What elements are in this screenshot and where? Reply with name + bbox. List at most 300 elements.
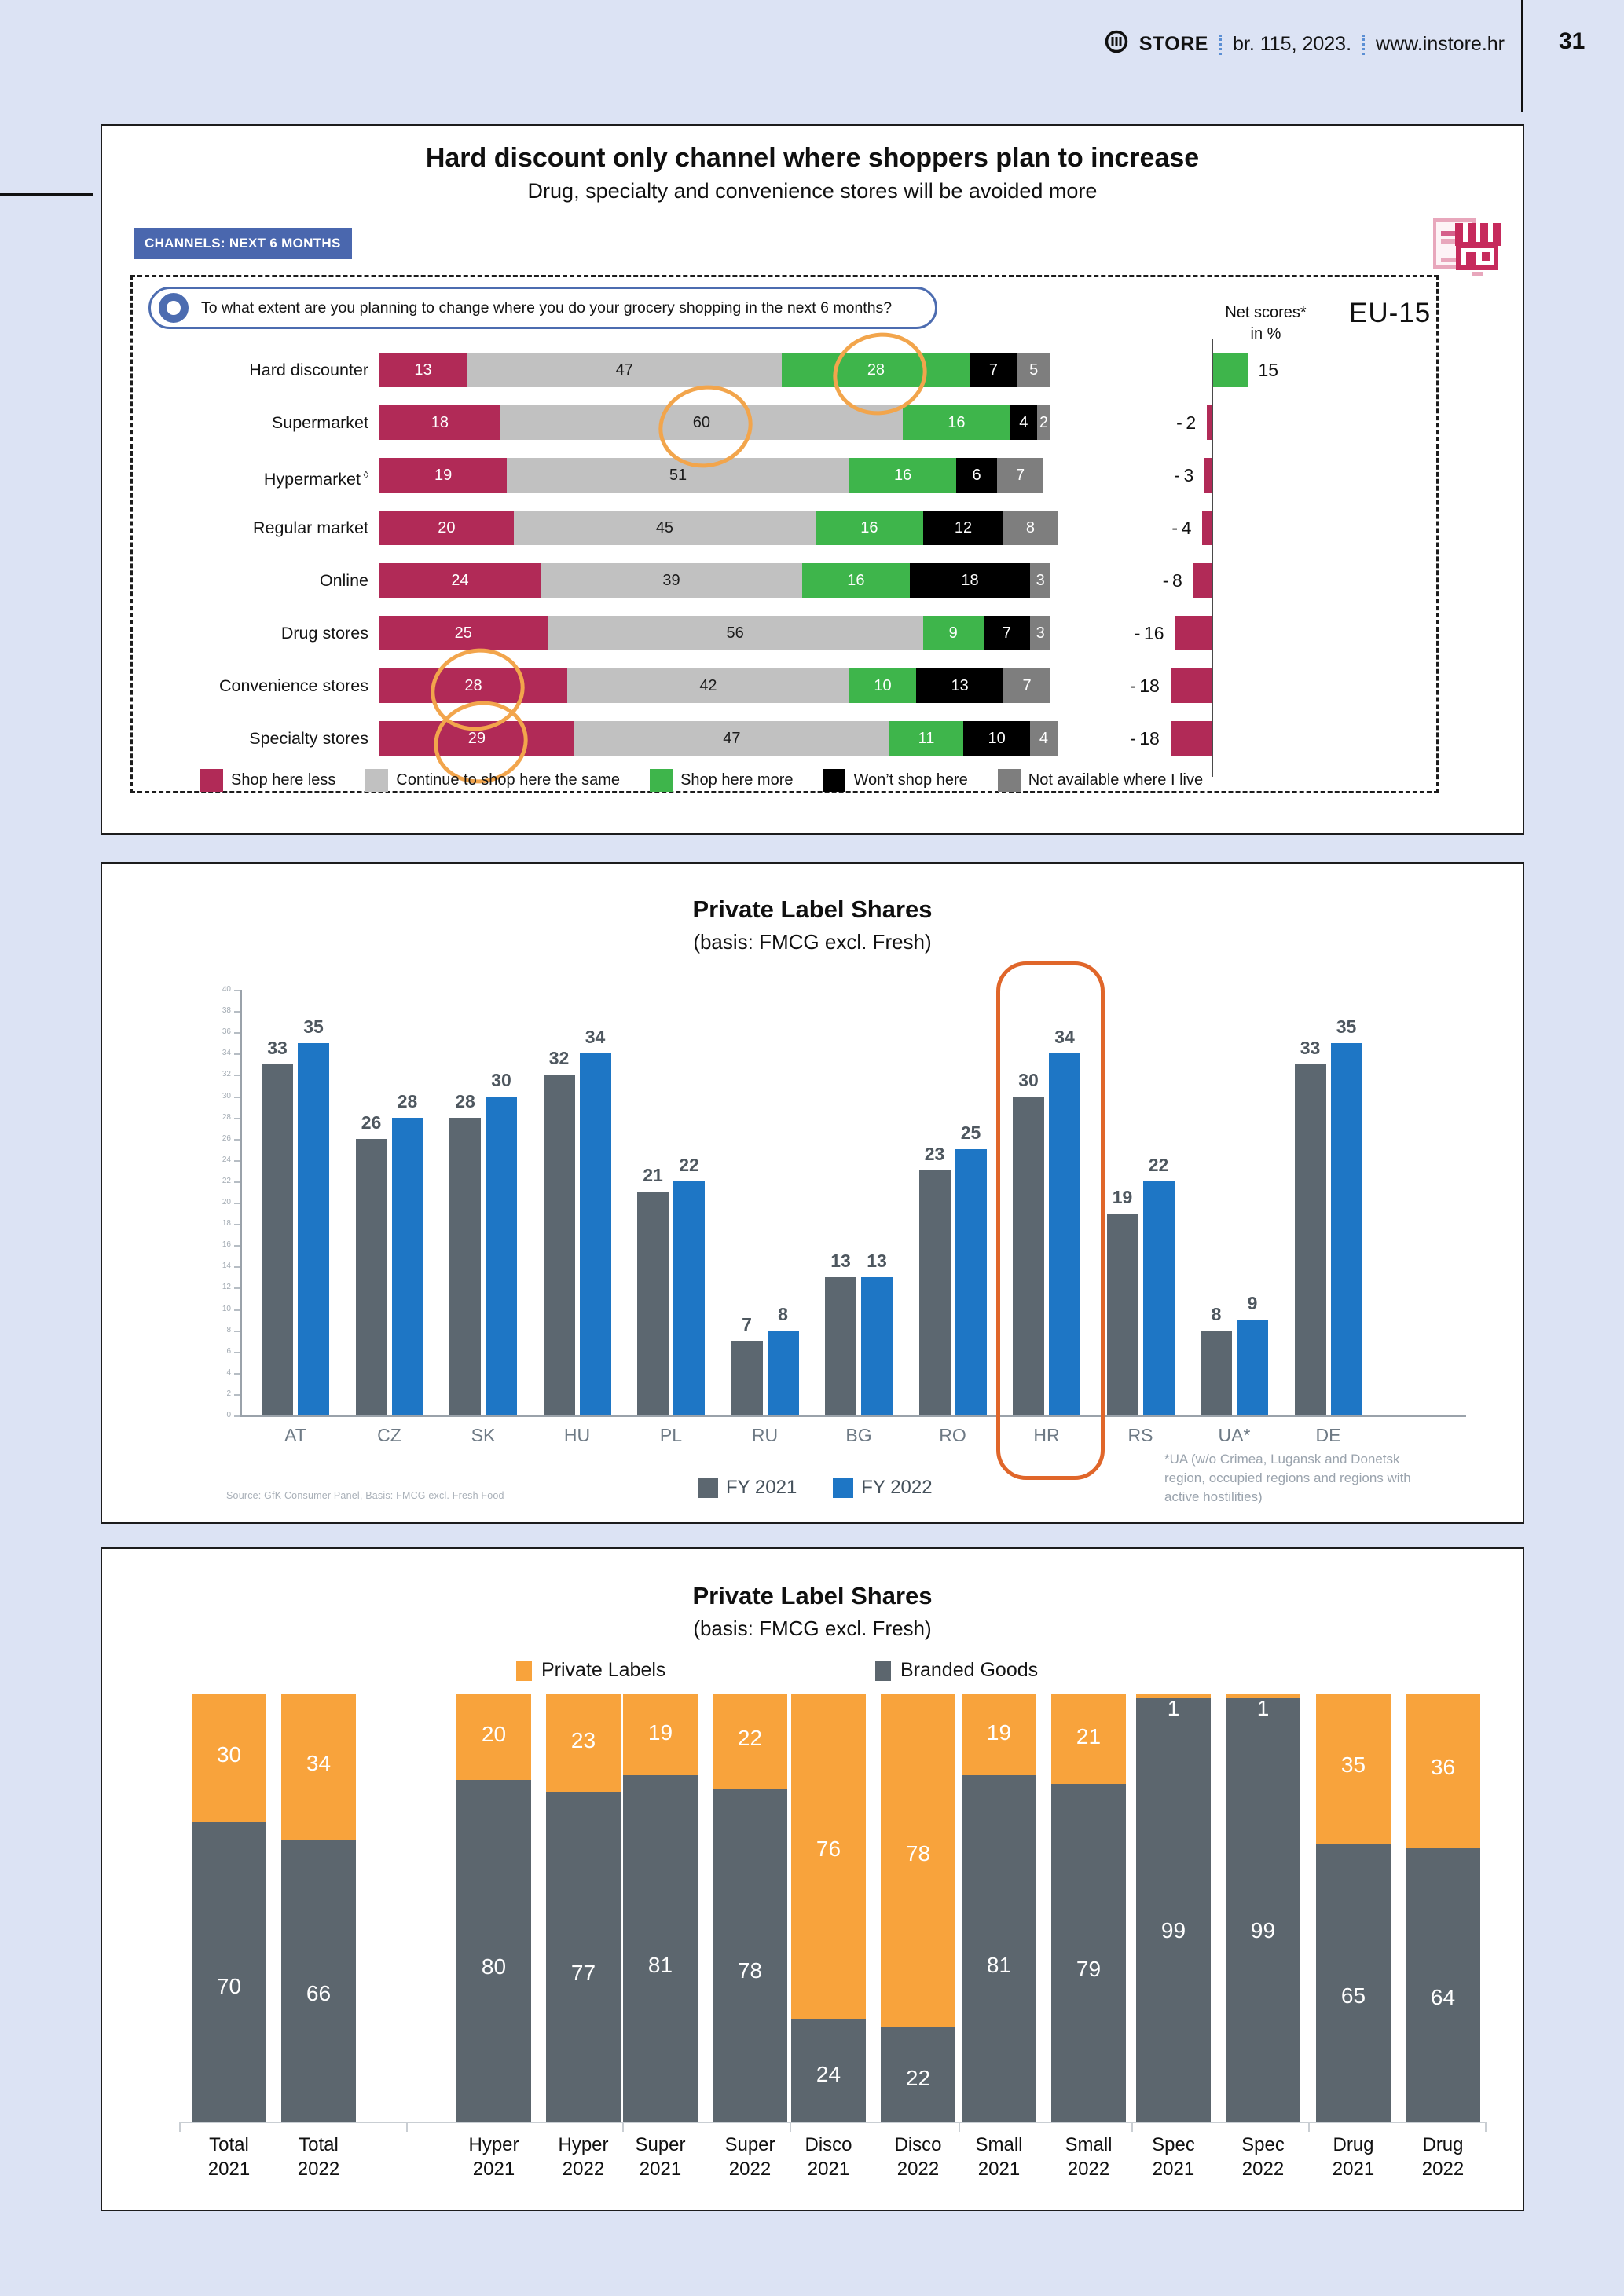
bar-segment (923, 511, 1003, 545)
segment-value: 29 (467, 730, 486, 747)
segment-value: 66 (306, 1981, 332, 2006)
y-tick-mark (234, 1053, 240, 1055)
page-header (1105, 30, 1505, 59)
bar-segment (379, 511, 514, 545)
y-tick-label: 26 (222, 1133, 231, 1143)
x-tick-mark (959, 2122, 960, 2132)
segment-value: 9 (948, 624, 958, 642)
bar-value-label: 7 (742, 1314, 752, 1335)
y-tick-label: 0 (226, 1411, 231, 1419)
y-tick-label: 28 (222, 1112, 231, 1122)
legend-swatch (823, 769, 845, 792)
branded-goods-segment (546, 1792, 621, 2122)
bar-segment (574, 721, 889, 756)
bar-segment (467, 353, 782, 387)
net-score-bar (1193, 563, 1212, 598)
y-tick-label: 4 (226, 1368, 231, 1377)
bar-segment (1003, 668, 1050, 703)
category-label: Disco 2021 (805, 2134, 852, 2180)
segment-value: 1 (1256, 1696, 1270, 1720)
bar-value-label: 22 (1148, 1154, 1169, 1175)
channels-plot (133, 277, 1436, 791)
bar-value-label: 32 (548, 1048, 570, 1069)
category-label: Small 2022 (1065, 2134, 1113, 2180)
page-number: 31 (1559, 28, 1586, 54)
y-tick-mark (234, 1118, 240, 1119)
segment-value: 1 (1167, 1696, 1180, 1720)
y-tick-label: 24 (222, 1155, 231, 1164)
country-label: RO (939, 1425, 966, 1445)
bar-segment (956, 458, 996, 493)
bar-value-label: 13 (867, 1250, 887, 1271)
country-shares-plot (102, 864, 1523, 1522)
bar-segment (997, 458, 1044, 493)
y-tick-label: 38 (222, 1006, 231, 1016)
channel-label: Hypermarket ◊ (263, 469, 368, 489)
net-score-bar (1202, 511, 1212, 545)
net-score-value: 15 (1258, 360, 1279, 380)
segment-value: 76 (816, 1836, 841, 1862)
net-scores-title: Net scores* (1225, 304, 1307, 321)
chart-title: Hard discount only channel where shoppers plan to increase (425, 143, 1200, 173)
question-bullet-icon (159, 293, 189, 323)
segment-value: 77 (570, 1960, 596, 1985)
bar-segment (514, 511, 816, 545)
fy2021-bar (544, 1075, 575, 1415)
x-tick-mark (1485, 2122, 1487, 2132)
channel-label: Specialty stores (249, 729, 368, 748)
y-axis (240, 990, 242, 1415)
segment-value: 2 (1039, 414, 1048, 431)
bar-segment (849, 668, 916, 703)
channel-label: Regular market (253, 518, 368, 537)
ua-footnote: *UA (w/o Crimea, Lugansk and Donetsk region, occupied regions and regions with active hostilities) (1164, 1452, 1411, 1504)
bar-segment (507, 458, 849, 493)
question-box (148, 287, 937, 329)
y-tick-mark (234, 1139, 240, 1141)
channel-label: Hard discounter (249, 361, 368, 379)
bar-segment (910, 563, 1031, 598)
bar-segment (916, 668, 1003, 703)
net-score-value: - 3 (1174, 465, 1194, 485)
fy2022-bar (392, 1118, 423, 1415)
segment-value: 24 (451, 572, 469, 589)
segment-value: 34 (306, 1750, 332, 1775)
segment-value: 80 (481, 1954, 507, 1979)
legend-label: Won’t shop here (853, 771, 968, 789)
y-tick-label: 14 (222, 1262, 231, 1271)
net-score-bar (1171, 668, 1212, 703)
segment-value: 13 (951, 677, 969, 694)
y-tick-label: 2 (226, 1389, 231, 1398)
category-label: Super 2021 (635, 2134, 686, 2180)
legend-swatch (998, 769, 1021, 792)
category-label: Spec 2022 (1241, 2134, 1285, 2180)
segment-value: 70 (216, 1973, 242, 1998)
bar-segment (903, 405, 1010, 440)
bar-segment (984, 616, 1031, 650)
bar-segment (1030, 721, 1057, 756)
channel-label: Online (319, 571, 368, 590)
category-label: Spec 2021 (1152, 2134, 1195, 2180)
branded-goods-segment (1051, 1784, 1126, 2122)
source-note: Source: GfK Consumer Panel, Basis: FMCG excl. Fresh Food (226, 1490, 504, 1501)
legend-label: Shop here more (680, 771, 794, 789)
bar-segment (1037, 405, 1050, 440)
branded-goods-segment (1226, 1698, 1300, 2122)
chart-title: Private Label Shares (692, 1582, 933, 1609)
segment-value: 19 (986, 1719, 1012, 1745)
bar-segment (1030, 616, 1050, 650)
legend-label: FY 2022 (861, 1477, 933, 1498)
segment-value: 22 (905, 2066, 931, 2091)
fy2021-bar (1295, 1064, 1326, 1415)
bar-value-label: 30 (491, 1069, 511, 1090)
header-separator (1219, 35, 1222, 55)
legend-item (998, 769, 1203, 792)
segment-value: 42 (699, 677, 717, 694)
segment-value: 12 (954, 519, 973, 536)
fy2021-bar (1201, 1331, 1232, 1415)
segment-value: 35 (1340, 1752, 1366, 1778)
segment-value: 78 (737, 1958, 763, 1983)
net-score-value: - 2 (1176, 412, 1197, 433)
segment-value: 23 (570, 1728, 596, 1753)
segment-value: 56 (726, 624, 744, 642)
fy2021-bar (825, 1277, 856, 1415)
chart-frame (130, 275, 1439, 793)
segment-value: 16 (948, 414, 966, 431)
segment-value: 7 (1015, 467, 1025, 484)
segment-value: 24 (816, 2062, 841, 2087)
segment-value: 22 (737, 1726, 763, 1751)
country-label: PL (659, 1425, 683, 1445)
bar-value-label: 9 (1247, 1293, 1258, 1314)
y-tick-mark (234, 1203, 240, 1204)
segment-value: 28 (867, 361, 885, 379)
fy2022-bar (580, 1053, 611, 1415)
segment-value: 6 (972, 467, 981, 484)
chart-subtitle: (basis: FMCG excl. Fresh) (693, 1617, 932, 1640)
y-tick-label: 36 (222, 1027, 231, 1037)
bar-segment (970, 353, 1017, 387)
segment-value: 79 (1076, 1956, 1102, 1981)
legend-swatch (200, 769, 223, 792)
bar-value-label: 33 (1300, 1037, 1321, 1058)
segment-value: 21 (1076, 1723, 1102, 1749)
bar-segment (379, 458, 507, 493)
store-icon (1428, 211, 1504, 284)
net-score-value: - 18 (1129, 676, 1160, 696)
y-tick-label: 16 (222, 1240, 231, 1250)
y-tick-mark (234, 1331, 240, 1332)
segment-value: 51 (669, 467, 687, 484)
legend-label: Continue to shop here the same (396, 771, 621, 789)
bar-value-label: 13 (830, 1250, 851, 1271)
fy2022-bar (673, 1181, 705, 1415)
segment-value: 5 (1029, 361, 1039, 379)
diamond-marker: ◊ (360, 469, 368, 481)
segment-value: 18 (961, 572, 979, 589)
x-tick-mark (179, 2122, 181, 2132)
channels-badge: CHANNELS: NEXT 6 MONTHS (134, 228, 352, 259)
net-score-value: - 18 (1129, 728, 1160, 749)
fy2022-bar (1331, 1043, 1362, 1415)
y-tick-mark (234, 1309, 240, 1311)
y-tick-mark (234, 1415, 240, 1417)
y-tick-mark (234, 990, 240, 991)
fy2021-bar (919, 1170, 951, 1415)
bar-segment (1030, 563, 1050, 598)
branded-goods-segment (1136, 1698, 1211, 2122)
segment-value: 60 (692, 414, 711, 431)
country-label: BG (845, 1425, 872, 1445)
bar-segment (1017, 353, 1050, 387)
y-tick-mark (234, 1245, 240, 1247)
y-tick-label: 20 (222, 1198, 231, 1207)
channel-label: Drug stores (280, 624, 368, 643)
x-tick-mark (622, 2122, 624, 2132)
legend-label: Not available where I live (1028, 771, 1204, 789)
y-tick-label: 6 (226, 1346, 231, 1356)
channel-shares-plot (102, 1549, 1523, 2210)
segment-value: 7 (1022, 677, 1032, 694)
category-label: Total 2021 (207, 2134, 251, 2180)
segment-value: 78 (905, 1840, 931, 1866)
bar-segment (1010, 405, 1037, 440)
legend-item (833, 1477, 932, 1499)
bar-value-label: 26 (361, 1111, 382, 1133)
bar-segment (1003, 511, 1057, 545)
branded-goods-segment (456, 1780, 531, 2122)
fy2022-bar (768, 1331, 799, 1415)
y-tick-label: 30 (222, 1091, 231, 1100)
y-tick-mark (234, 1287, 240, 1289)
segment-value: 47 (615, 361, 633, 379)
segment-value: 99 (1160, 1917, 1186, 1943)
legend-item (200, 769, 335, 792)
fy2022-bar (861, 1277, 893, 1415)
y-tick-mark (234, 1097, 240, 1098)
category-label: Total 2022 (297, 2134, 340, 2180)
fy2021-bar (637, 1192, 669, 1415)
bar-segment (541, 563, 802, 598)
y-tick-mark (234, 1160, 240, 1162)
y-tick-label: 12 (222, 1283, 231, 1292)
bar-segment (889, 721, 963, 756)
bar-segment (379, 616, 548, 650)
segment-value: 30 (216, 1742, 242, 1767)
bar-value-label: 34 (585, 1027, 606, 1048)
legend-item (650, 769, 793, 792)
net-score-bar (1213, 353, 1248, 387)
net-score-bar (1171, 721, 1212, 756)
legend-swatch (650, 769, 673, 792)
fy2022-bar (1143, 1181, 1175, 1415)
bar-value-label: 35 (303, 1016, 324, 1037)
fy2022-bar (298, 1043, 329, 1415)
segment-value: 47 (723, 730, 741, 747)
channels-legend (200, 769, 1203, 792)
y-tick-label: 10 (222, 1304, 231, 1313)
country-label: UA* (1218, 1425, 1251, 1445)
legend-item (698, 1477, 797, 1499)
net-score-bar (1175, 616, 1212, 650)
category-label: Hyper 2022 (558, 2134, 609, 2180)
legend-label: Branded Goods (900, 1659, 1039, 1681)
bar-segment (379, 353, 467, 387)
x-tick-mark (1131, 2122, 1133, 2132)
segment-value: 20 (438, 519, 456, 536)
chart-subtitle: Drug, specialty and convenience stores will be avoided more (527, 179, 1098, 203)
y-tick-label: 22 (222, 1176, 231, 1185)
country-label: AT (284, 1425, 306, 1445)
segment-value: 64 (1430, 1985, 1456, 2010)
segment-value: 10 (988, 730, 1006, 747)
legend-swatch (698, 1478, 718, 1498)
segment-value: 16 (860, 519, 878, 536)
channel-shares-card (101, 1547, 1524, 2211)
net-score-value: - 16 (1134, 623, 1164, 643)
category-label: Drug 2022 (1421, 2134, 1465, 2180)
segment-value: 65 (1340, 1983, 1366, 2008)
category-label: Hyper 2021 (468, 2134, 519, 2180)
bar-segment (548, 616, 923, 650)
category-label: Super 2022 (724, 2134, 775, 2180)
segment-value: 99 (1250, 1917, 1276, 1943)
bar-segment (379, 563, 541, 598)
y-tick-mark (234, 1394, 240, 1396)
fy2021-bar (262, 1064, 293, 1415)
y-tick-mark (234, 1266, 240, 1268)
fy2022-bar (1237, 1320, 1268, 1415)
category-label: Small 2021 (975, 2134, 1023, 2180)
country-label: DE (1315, 1425, 1341, 1445)
legend-item (823, 769, 967, 792)
channel-label: Supermarket (271, 413, 368, 432)
fy2021-bar (1107, 1214, 1138, 1415)
segment-value: 28 (464, 677, 482, 694)
y-tick-mark (234, 1011, 240, 1013)
segment-value: 10 (874, 677, 892, 694)
x-tick-mark (1308, 2122, 1310, 2132)
bar-value-label: 28 (397, 1090, 418, 1111)
segment-value: 7 (988, 361, 998, 379)
instore-logo-icon (1105, 30, 1128, 59)
channels-chart-card (101, 124, 1524, 835)
branded-goods-segment (713, 1789, 787, 2122)
hr-highlight-box (996, 961, 1105, 1480)
segment-value: 4 (1039, 730, 1049, 747)
segment-value: 16 (847, 572, 865, 589)
branded-goods-segment (623, 1775, 698, 2122)
legend-item (365, 769, 620, 792)
y-tick-mark (234, 1181, 240, 1183)
bar-value-label: 8 (1211, 1303, 1222, 1324)
legend-label: FY 2021 (726, 1477, 797, 1498)
bar-segment (849, 458, 957, 493)
segment-value: 81 (647, 1952, 673, 1977)
net-scores-unit: in % (1250, 325, 1281, 342)
net-score-bar (1207, 405, 1212, 440)
y-tick-label: 18 (222, 1219, 231, 1229)
segment-value: 16 (893, 467, 912, 484)
chart-subtitle: (basis: FMCG excl. Fresh) (693, 930, 932, 954)
margin-rule (0, 193, 93, 196)
fy2021-bar (731, 1341, 763, 1415)
x-axis (179, 2122, 1487, 2123)
chart-title: Private Label Shares (692, 895, 933, 923)
y-tick-label: 32 (222, 1070, 231, 1079)
bar-segment (816, 511, 923, 545)
segment-value: 8 (1025, 519, 1035, 536)
country-label: CZ (377, 1425, 401, 1445)
website-label: www.instore.hr (1376, 33, 1505, 55)
fy2022-bar (955, 1149, 987, 1415)
y-tick-mark (234, 1373, 240, 1375)
bar-value-label: 33 (267, 1037, 288, 1058)
bar-segment (802, 563, 910, 598)
segment-value: 20 (481, 1722, 507, 1747)
segment-value: 13 (414, 361, 432, 379)
bar-value-label: 35 (1336, 1016, 1357, 1037)
segment-value: 45 (655, 519, 674, 536)
y-tick-mark (234, 1352, 240, 1353)
net-axis (1212, 339, 1213, 777)
y-tick-label: 34 (222, 1049, 231, 1058)
net-scores-heading (1211, 302, 1321, 345)
y-tick-label: 8 (226, 1325, 231, 1335)
x-tick-mark (406, 2122, 408, 2132)
question-text: To what extent are you planning to change where you do your grocery shopping in the next 6 months? (201, 298, 893, 317)
segment-value: 3 (1036, 572, 1045, 589)
bar-value-label: 22 (679, 1154, 699, 1175)
segment-value: 36 (1430, 1755, 1456, 1779)
legend-swatch (833, 1478, 853, 1498)
segment-value: 18 (431, 414, 449, 431)
segment-value: 7 (1002, 624, 1012, 642)
fy2021-bar (356, 1139, 387, 1415)
x-axis (240, 1415, 1466, 1417)
net-score-bar (1204, 458, 1212, 493)
y-tick-mark (234, 1032, 240, 1034)
branded-goods-segment (962, 1775, 1036, 2122)
y-tick-mark (234, 1224, 240, 1225)
country-label: HU (563, 1425, 591, 1445)
bar-value-label: 23 (924, 1144, 945, 1165)
header-divider (1521, 0, 1523, 112)
net-score-value: - 4 (1171, 518, 1192, 538)
segment-value: 19 (434, 467, 453, 484)
x-tick-mark (790, 2122, 791, 2132)
segment-value: 25 (454, 624, 472, 642)
country-label: RS (1127, 1425, 1153, 1445)
country-label: SK (471, 1425, 496, 1445)
country-shares-card (101, 862, 1524, 1524)
bar-value-label: 34 (1054, 1027, 1075, 1048)
region-label: EU-15 (1349, 298, 1432, 328)
net-score-value: - 8 (1162, 570, 1182, 591)
legend-swatch (365, 769, 388, 792)
channel-label: Convenience stores (218, 676, 368, 695)
fy2022-bar (486, 1097, 517, 1416)
fy2021-bar (449, 1118, 481, 1415)
y-tick-mark (234, 1075, 240, 1076)
category-label: Drug 2021 (1332, 2134, 1375, 2180)
segment-value: 11 (918, 730, 935, 747)
header-separator (1362, 35, 1365, 55)
bar-segment (379, 405, 500, 440)
